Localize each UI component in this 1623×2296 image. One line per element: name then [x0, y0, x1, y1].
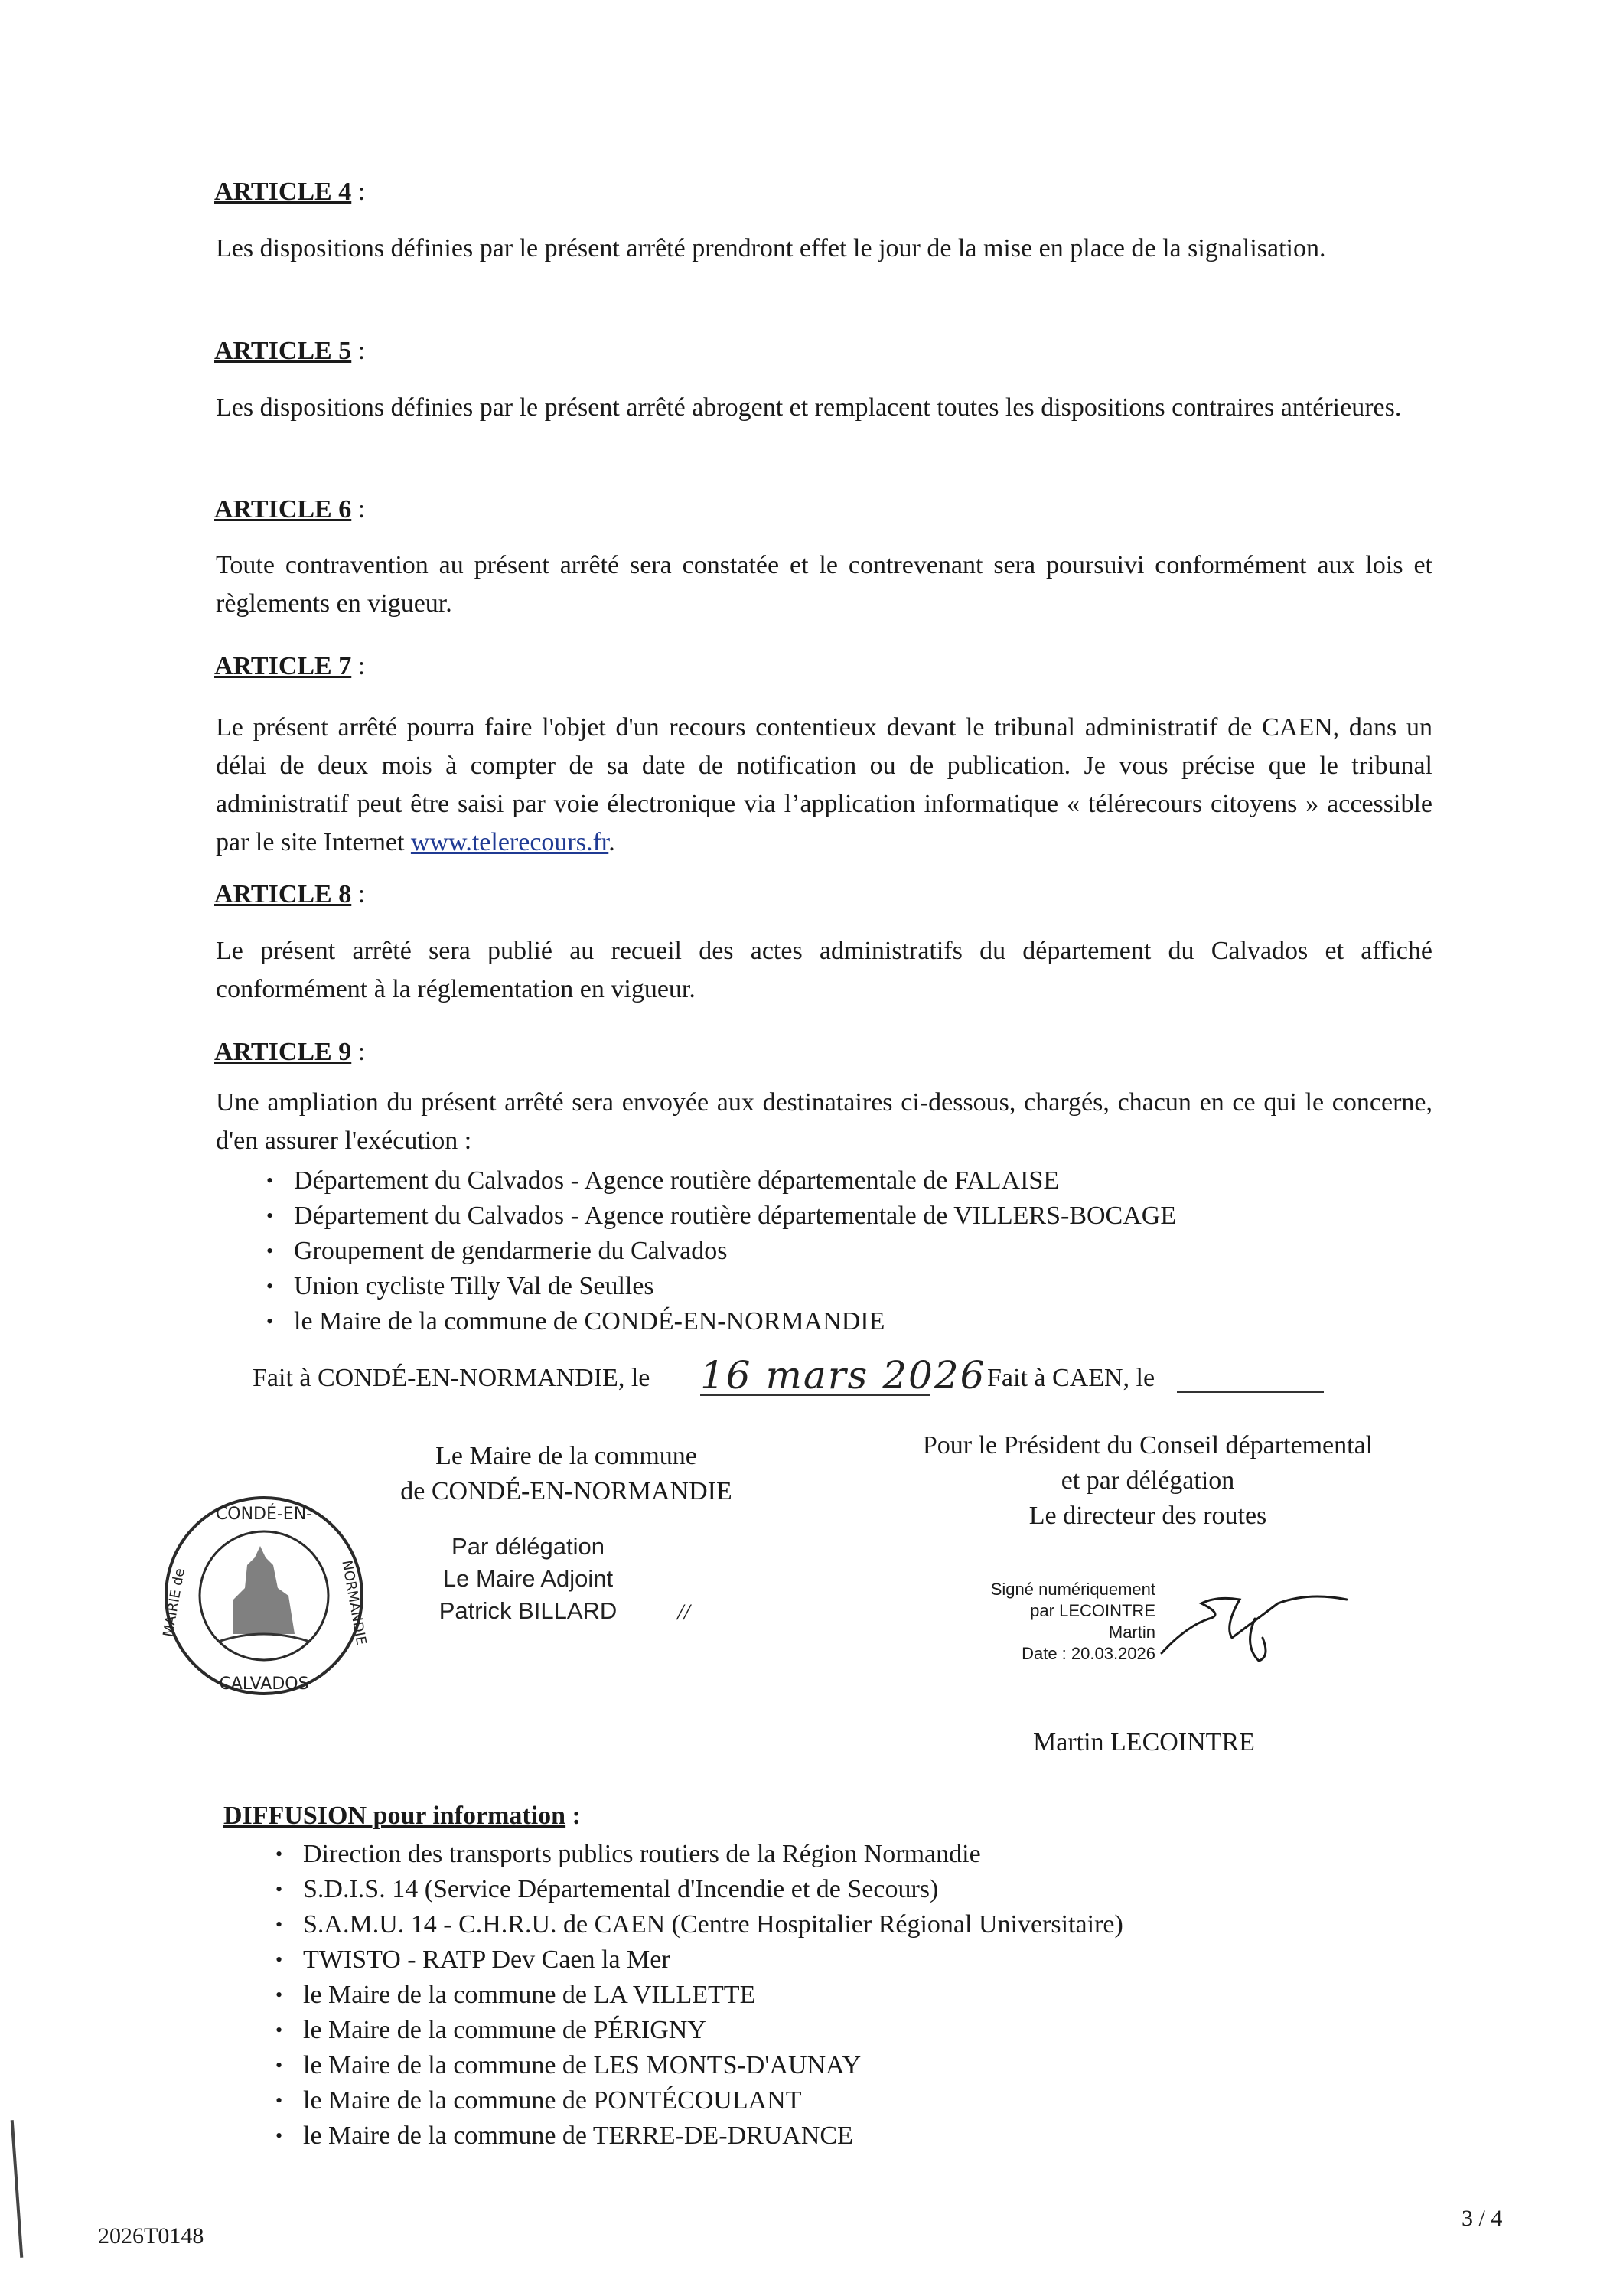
- article-7-text: Le présent arrêté pourra faire l'objet d'un recours contentieux devant le tribunal administratif de CAEN, dans un délai de deux mois à compter de sa date de notification ou de publication. Je vous précise que le tribunal administratif peut être saisi par voie électronique via l’application informatique « télérecours citoyens » accessible par le site Internet www.telerecours.fr.: [216, 713, 1432, 856]
- signatory-name: Martin LECOINTRE: [1033, 1728, 1255, 1756]
- list-item: • S.D.I.S. 14 (Service Départemental d'Incendie et de Secours): [269, 1872, 1123, 1907]
- list-item: • Direction des transports publics routiers de la Région Normandie: [269, 1837, 1123, 1872]
- mayor-title: Le Maire de la commune de CONDÉ-EN-NORMANDIE: [400, 1442, 732, 1505]
- svg-text:MAIRIE de: MAIRIE de: [160, 1567, 188, 1639]
- article-6-heading: ARTICLE 6 :: [214, 495, 366, 523]
- article-4-text: Les dispositions définies par le présent arrêté prendront effet le jour de la mise en place de la signalisation.: [216, 234, 1326, 263]
- list-item: • le Maire de la commune de PONTÉCOULANT: [269, 2083, 1123, 2118]
- article-5-text: Les dispositions définies par le présent arrêté abrogent et remplacent toutes les dispositions contraires antérieures.: [216, 393, 1402, 422]
- fait-caen-label: Fait à CAEN, le: [987, 1364, 1155, 1392]
- fait-conde-label: Fait à CONDÉ-EN-NORMANDIE, le: [253, 1364, 650, 1392]
- diffusion-list: [269, 1837, 1123, 2154]
- article-4-heading: ARTICLE 4 :: [214, 178, 366, 206]
- list-item: • Union cycliste Tilly Val de Seulles: [260, 1269, 1176, 1304]
- telerecours-link[interactable]: www.telerecours.fr: [410, 828, 609, 856]
- handwritten-signature-icon: [1155, 1580, 1354, 1672]
- date-underline: [700, 1394, 930, 1396]
- document-reference: 2026T0148: [98, 2223, 204, 2249]
- article-6-text: Toute contravention au présent arrêté sera constatée et le contrevenant sera poursuivi conformément aux lois et règlements en vigueur.: [216, 551, 1432, 618]
- article-9-heading: ARTICLE 9 :: [214, 1038, 366, 1066]
- article-5-heading: ARTICLE 5 :: [214, 337, 366, 365]
- ampliation-list: [260, 1163, 1176, 1339]
- svg-text:NORMANDIE: NORMANDIE: [338, 1559, 370, 1647]
- mayor-signature-mark: //: [677, 1600, 690, 1625]
- delegation-block: Par délégation Le Maire Adjoint Patrick BILLARD: [438, 1533, 618, 1624]
- mairie-stamp: [157, 1489, 371, 1703]
- list-item: • S.A.M.U. 14 - C.H.R.U. de CAEN (Centre Hospitalier Régional Universitaire): [269, 1907, 1123, 1942]
- svg-text:CALVADOS: CALVADOS: [219, 1675, 309, 1694]
- caen-date-blank: [1177, 1391, 1324, 1393]
- scan-margin-line: [11, 2120, 24, 2258]
- list-item: • Département du Calvados - Agence routière départementale de FALAISE: [260, 1163, 1176, 1199]
- list-item: • le Maire de la commune de TERRE-DE-DRUANCE: [269, 2118, 1123, 2154]
- digital-signature: Signé numériquement par LECOINTRE Martin Date : 20.03.2026: [990, 1580, 1155, 1663]
- list-item: • Département du Calvados - Agence routière départementale de VILLERS-BOCAGE: [260, 1199, 1176, 1234]
- article-8-heading: ARTICLE 8 :: [214, 880, 366, 908]
- diffusion-heading: DIFFUSION pour information :: [223, 1802, 581, 1830]
- article-7-heading: ARTICLE 7 :: [214, 652, 366, 680]
- stamp-icon: [157, 1489, 371, 1703]
- article-8-text: Le présent arrêté sera publié au recueil des actes administratifs du département du Calvados et affiché conformément à la réglementation en vigueur.: [216, 937, 1432, 1003]
- president-title: Pour le Président du Conseil départemental et par délégation Le directeur des routes: [922, 1431, 1374, 1530]
- list-item: • le Maire de la commune de LES MONTS-D'AUNAY: [269, 2048, 1123, 2083]
- list-item: • le Maire de la commune de LA VILLETTE: [269, 1978, 1123, 2013]
- svg-text:CONDÉ-EN-: CONDÉ-EN-: [215, 1505, 313, 1524]
- handwritten-date: 16 mars 2026: [700, 1353, 986, 1397]
- list-item: • le Maire de la commune de CONDÉ-EN-NORMANDIE: [260, 1304, 1176, 1339]
- article-9-text: Une ampliation du présent arrêté sera envoyée aux destinataires ci-dessous, chargés, chacun en ce qui le concerne, d'en assurer l'exécution :: [216, 1088, 1432, 1155]
- list-item: • TWISTO - RATP Dev Caen la Mer: [269, 1942, 1123, 1978]
- page-number: 3 / 4: [1462, 2206, 1503, 2231]
- list-item: • le Maire de la commune de PÉRIGNY: [269, 2013, 1123, 2048]
- list-item: • Groupement de gendarmerie du Calvados: [260, 1234, 1176, 1269]
